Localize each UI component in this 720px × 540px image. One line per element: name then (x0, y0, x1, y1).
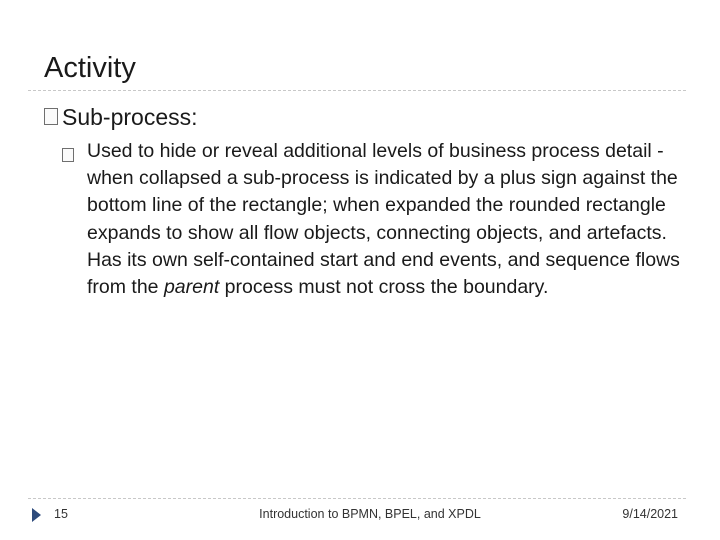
sub-bullet-text-part-2: process must not cross the boundary. (219, 276, 549, 299)
footer-divider (28, 498, 686, 499)
bullet-text: Sub-process: (62, 104, 198, 130)
footer-title: Introduction to BPMN, BPEL, and XPDL (259, 507, 481, 521)
emphasis-parent: parent (163, 276, 220, 299)
triangle-marker-icon (32, 508, 41, 522)
bullet-level-1 (44, 102, 684, 132)
sub-bullet-text (87, 138, 682, 301)
sub-bullet-text-part-1: Used to hide or reveal additional levels of business process detail - when collapsed a sub-process is indicated by a plus sign against the bottom line of the rectangle; when expanded the rounded rectangle expands to show all flow objects, connecting objects, and artefacts. Has its own self-contained start and end events, and sequence flows from the (87, 140, 680, 299)
sub-bullet-box-icon (62, 148, 74, 162)
bullet-level-2 (62, 138, 682, 301)
slide-title: Activity (44, 52, 136, 84)
footer-date: 9/14/2021 (622, 507, 678, 521)
title-divider (28, 90, 686, 91)
sub-bullet-marker (62, 138, 74, 165)
page-number: 15 (54, 507, 68, 521)
footer-page (32, 500, 112, 528)
bullet-box-icon (44, 108, 58, 125)
